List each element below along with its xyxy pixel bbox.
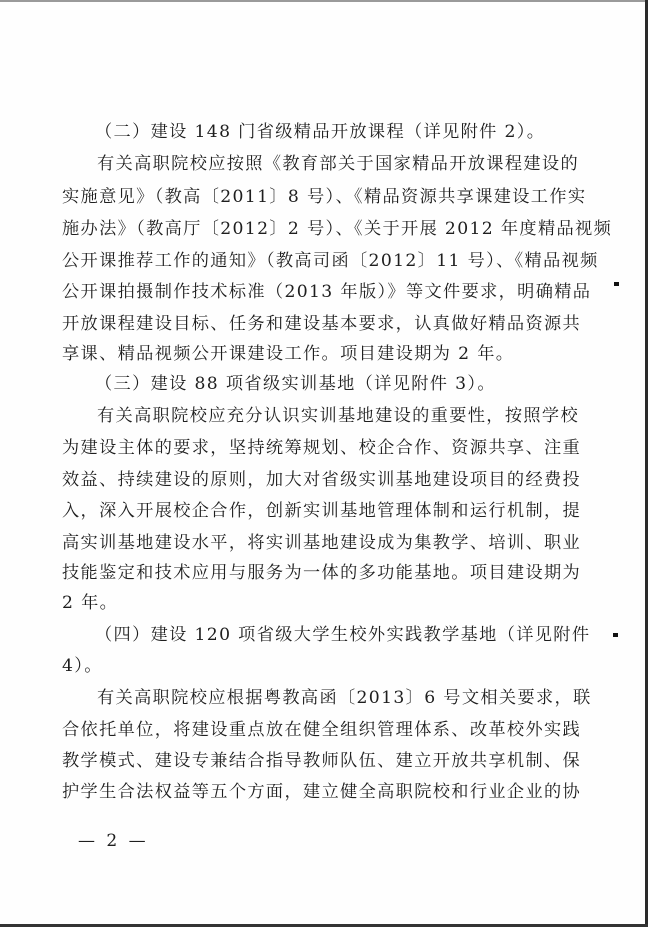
paragraph-line: 技能鉴定和技术应用与服务为一体的多功能基地。项目建设期为: [62, 563, 582, 583]
paragraph-line: 有关高职院校应按照《教育部关于国家精品开放课程建设的: [97, 154, 579, 174]
page-number: — 2 —: [78, 831, 149, 851]
paragraph-line: 公开课推荐工作的通知》（教高司函〔2012〕11 号）、《精品视频: [62, 251, 599, 271]
paragraph-line: 施办法》（教高厅〔2012〕2 号）、《关于开展 2012 年度精品视频: [62, 219, 613, 239]
paragraph-line: 4）。: [62, 656, 103, 676]
scan-speck-mark: [614, 282, 619, 286]
section-heading-3: （三）建设 88 项省级实训基地（详见附件 3）。: [95, 374, 496, 394]
paragraph-line: 有关高职院校应充分认识实训基地建设的重要性，按照学校: [97, 406, 579, 426]
paragraph-line: 为建设主体的要求，坚持统筹规划、校企合作、资源共享、注重: [62, 438, 582, 458]
paragraph-line: 开放课程建设目标、任务和建设基本要求，认真做好精品资源共: [62, 314, 582, 334]
paragraph-line: 入，深入开展校企合作，创新实训基地管理体制和运行机制，提: [62, 501, 582, 521]
paragraph-line: 享课、精品视频公开课建设工作。项目建设期为 2 年。: [62, 344, 515, 364]
paragraph-line: 效益、持续建设的原则，加大对省级实训基地建设项目的经费投: [62, 470, 582, 490]
paragraph-line: 公开课拍摄制作技术标准（2013 年版）》等文件要求，明确精品: [62, 282, 592, 302]
section-heading-2: （二）建设 148 门省级精品开放课程（详见附件 2）。: [95, 122, 546, 142]
section-heading-4: （四）建设 120 项省级大学生校外实践教学基地（详见附件: [95, 625, 591, 645]
scan-speck-mark: [613, 633, 618, 637]
paragraph-line: 高实训基地建设水平，将实训基地建设成为集教学、培训、职业: [62, 533, 582, 553]
scan-top-edge: [0, 0, 648, 2]
paragraph-line: 合依托单位，将建设重点放在健全组织管理体系、改革校外实践: [62, 720, 582, 740]
paragraph-line: 教学模式、建设专兼结合指导教师队伍、建立开放共享机制、保: [62, 751, 582, 771]
paragraph-line: 实施意见》（教高〔2011〕8 号）、《精品资源共享课建设工作实: [62, 187, 587, 207]
paragraph-line: 2 年。: [62, 593, 119, 613]
paragraph-line: 护学生合法权益等五个方面，建立健全高职院校和行业企业的协: [62, 782, 582, 802]
paragraph-line: 有关高职院校应根据粤教高函〔2013〕6 号文相关要求，联: [97, 688, 592, 708]
